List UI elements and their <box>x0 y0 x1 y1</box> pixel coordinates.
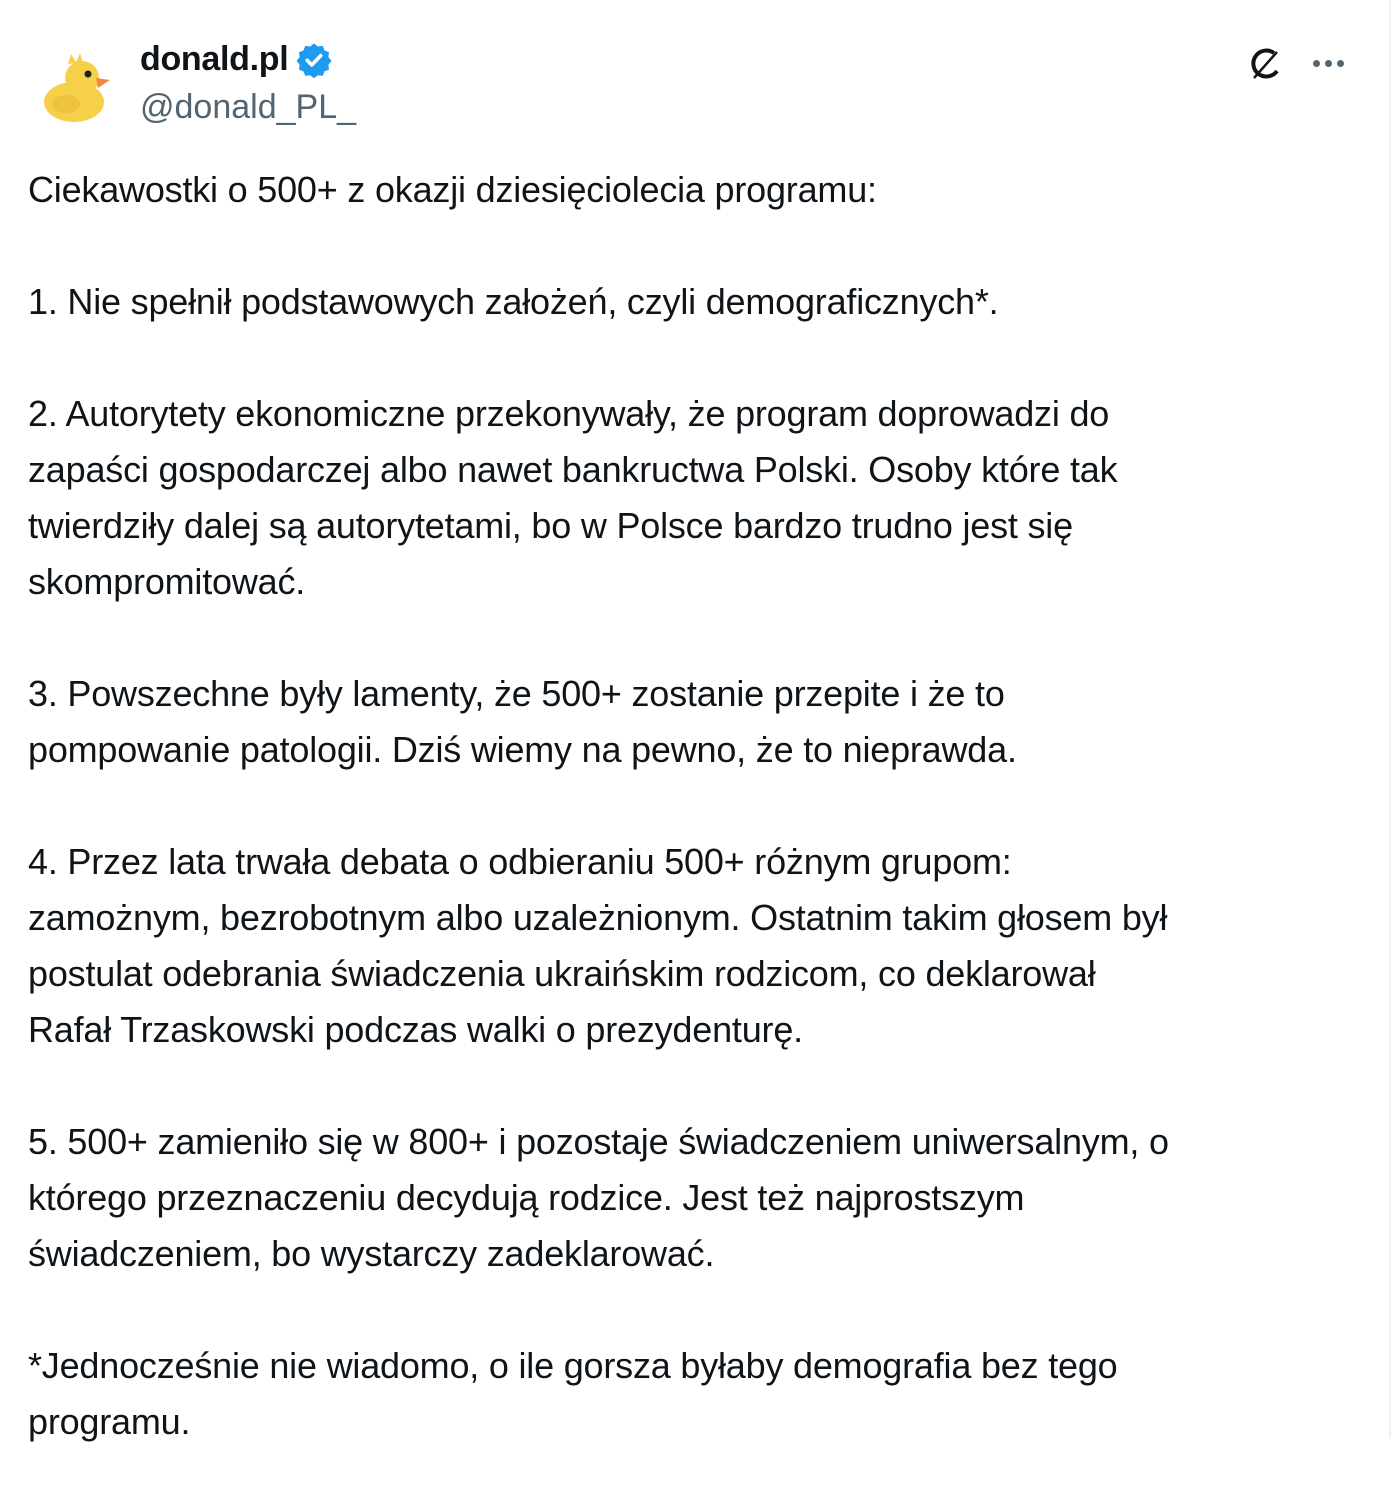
tweet-paragraph <box>28 834 1169 1058</box>
text-line: Rafał Trzaskowski podczas walki o prezydenturę. <box>28 1009 803 1050</box>
author-name[interactable]: donald.pl <box>140 40 289 78</box>
text-line: zamożnym, bezrobotnym albo uzależnionym. Ostatnim takim głosem był <box>28 897 1168 938</box>
author-name-row[interactable] <box>140 40 332 79</box>
tweet-paragraph <box>28 386 1169 610</box>
author-handle[interactable]: @donald_PL_ <box>140 88 357 126</box>
text-line: 2. Autorytety ekonomiczne przekonywały, że program doprowadzi do <box>28 393 1110 434</box>
text-line: pompowanie patologii. Dziś wiemy na pewno, że to nieprawda. <box>28 729 1017 770</box>
verified-badge-icon <box>296 42 332 78</box>
duck-avatar[interactable] <box>38 50 114 126</box>
text-line: świadczeniem, bo wystarczy zadeklarować. <box>28 1233 715 1274</box>
text-line: którego przeznaczeniu decydują rodzice. Jest też najprostszym <box>28 1177 1025 1218</box>
text-line: programu. <box>28 1401 191 1442</box>
text-line: 4. Przez lata trwała debata o odbieraniu 500+ różnym grupom: <box>28 841 1012 882</box>
text-line: 5. 500+ zamieniło się w 800+ i pozostaje świadczeniem uniwersalnym, o <box>28 1121 1169 1162</box>
tweet-text <box>28 162 1169 1506</box>
text-line: postulat odebrania świadczenia ukraińskim rodzicom, co deklarował <box>28 953 1096 994</box>
tweet-paragraph <box>28 162 1169 218</box>
text-line: *Jednocześnie nie wiadomo, o ile gorsza byłaby demografia bez tego <box>28 1345 1118 1386</box>
text-line: Ciekawostki o 500+ z okazji dziesięciolecia programu: <box>28 169 877 210</box>
text-line: zapaści gospodarczej albo nawet bankructwa Polski. Osoby które tak <box>28 449 1118 490</box>
text-line: 1. Nie spełnił podstawowych założeń, czyli demograficznych*. <box>28 281 999 322</box>
tweet-paragraph <box>28 1338 1169 1450</box>
tweet-paragraph <box>28 1114 1169 1282</box>
text-line: skompromitować. <box>28 561 306 602</box>
more-icon[interactable] <box>1308 48 1348 78</box>
grok-icon[interactable] <box>1246 44 1286 84</box>
text-line: twierdziły dalej są autorytetami, bo w Polsce bardzo trudno jest się <box>28 505 1073 546</box>
tweet-paragraph <box>28 666 1169 778</box>
tweet-paragraph <box>28 274 1169 330</box>
text-line: 3. Powszechne były lamenty, że 500+ zostanie przepite i że to <box>28 673 1005 714</box>
